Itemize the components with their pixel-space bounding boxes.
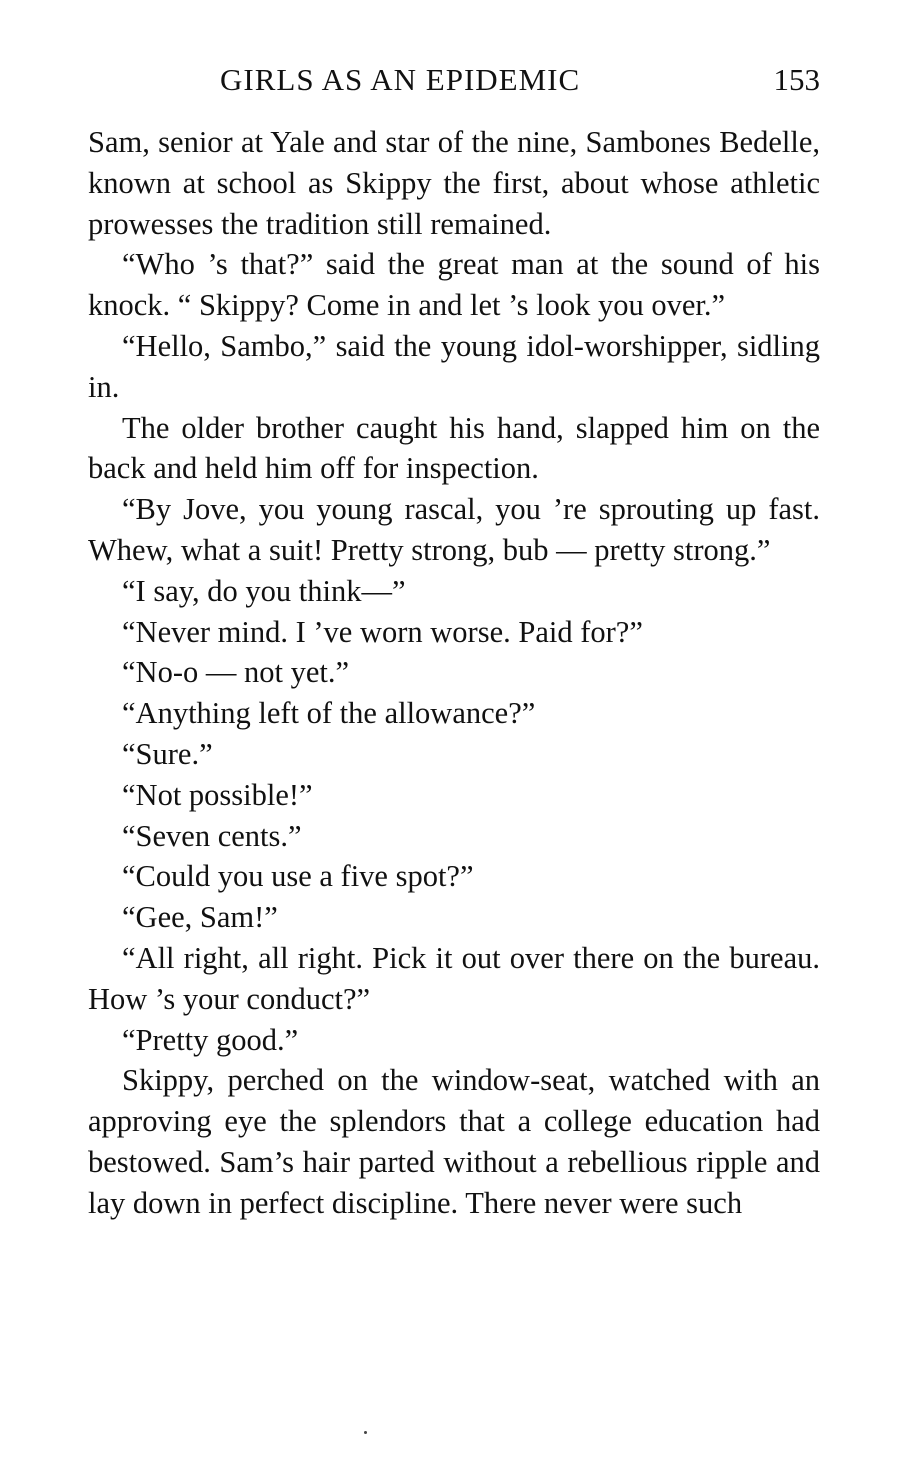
paragraph: “Hello, Sambo,” said the young idol-worshipper, sidling in.	[88, 328, 820, 404]
paragraph: “Gee, Sam!”	[122, 900, 278, 935]
paragraph: “Never mind. I ’ve worn worse. Paid for?”	[122, 614, 643, 649]
paragraph: “No-o — not yet.”	[122, 655, 349, 690]
body-text	[88, 122, 820, 1224]
page-number: 153	[773, 62, 820, 97]
page-header	[88, 60, 820, 100]
paragraph: The older brother caught his hand, slapped him on the back and held him off for inspection.	[88, 410, 820, 486]
paragraph: “Anything left of the allowance?”	[122, 696, 536, 731]
paragraph: “I say, do you think—”	[122, 573, 406, 608]
paragraph: “All right, all right. Pick it out over there on the bureau. How ’s your conduct?”	[88, 940, 820, 1016]
paragraph: Skippy, perched on the window-seat, watched with an approving eye the splendors that a college education had bestowed. Sam’s hair parted without a rebellious ripple and lay down in perfect discipline. There never were such	[88, 1063, 820, 1220]
paragraph: “By Jove, you young rascal, you ’re sprouting up fast. Whew, what a suit! Pretty strong, bub — pretty strong.”	[88, 492, 820, 567]
paragraph: “Sure.”	[122, 736, 213, 771]
print-speck	[364, 1431, 367, 1434]
running-title: GIRLS AS AN EPIDEMIC	[220, 62, 581, 97]
paragraph: Sam, senior at Yale and star of the nine, Sambones Bedelle, known at school as Skippy the first, about whose athletic prowesses the tradition still remained.	[88, 125, 820, 241]
paragraph: “Not possible!”	[122, 777, 313, 812]
paragraph: “Who ’s that?” said the great man at the sound of his knock. “ Skippy? Come in and let ’s look you over.”	[88, 247, 820, 323]
paragraph: “Pretty good.”	[122, 1022, 299, 1057]
paragraph: “Seven cents.”	[122, 818, 302, 853]
paragraph: “Could you use a five spot?”	[122, 859, 474, 894]
